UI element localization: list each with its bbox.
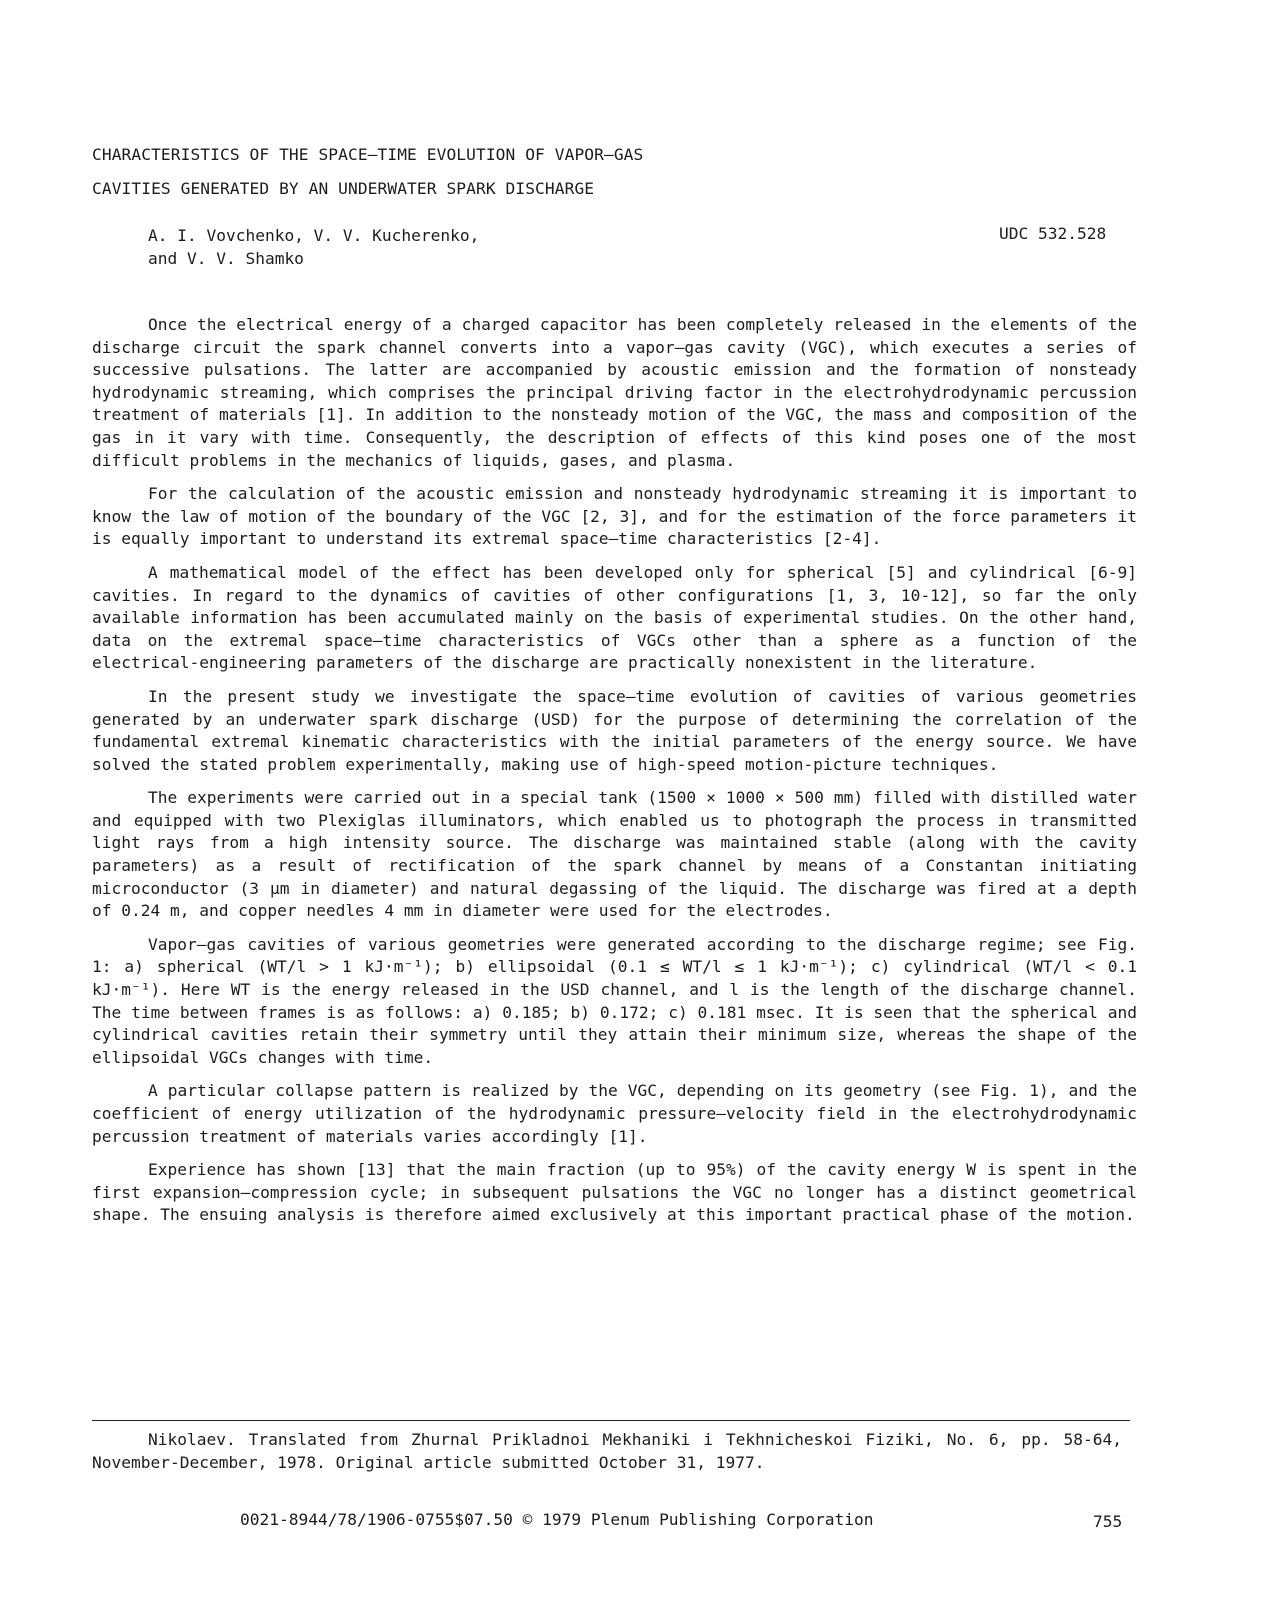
footnote: Nikolaev. Translated from Zhurnal Prikladnoi Mekhaniki i Tekhnicheskoi Fiziki, No. 6, pp. 58-64, November-December, 1978. Original article submitted October 31, 1977. [92, 1430, 1122, 1472]
footnote-divider [92, 1420, 1130, 1421]
article-title-line-2: CAVITIES GENERATED BY AN UNDERWATER SPARK DISCHARGE [92, 179, 595, 198]
authors-line-2: and V. V. Shamko [148, 249, 304, 268]
udc-code: UDC 532.528 [999, 224, 1107, 243]
paragraph-5: The experiments were carried out in a special tank (1500 × 1000 × 500 mm) filled with distilled water and equipped with two Plexiglas illuminators, which enabled us to photograph the process in transmitted light rays from a high intensity source. The discharge was maintained stable (along with the cavity parameters) as a result of rectification of the spark channel by means of a Constantan initiating microconductor (3 μm in diameter) and natural degassing of the liquid. The discharge was fired at a depth of 0.24 m, and copper needles 4 mm in diameter were used for the electrodes. [92, 788, 1137, 921]
paragraph-6: Vapor—gas cavities of various geometries were generated according to the discharge regime; see Fig. 1: a) spherical (WT/l > 1 kJ·m⁻¹); b) ellipsoidal (0.1 ≤ WT/l ≤ 1 kJ·m⁻¹); c) cylindrical (WT/l < 0.1 kJ·m⁻¹). Here WT is the energy released in the USD channel, and l is the length of the discharge channel. The time between frames is as follows: a) 0.185; b) 0.172; c) 0.181 msec. It is seen that the spherical and cylindrical cavities retain their symmetry until they attain their minimum size, whereas the shape of the ellipsoidal VGCs changes with time. [92, 934, 1137, 1067]
paragraph-8: Experience has shown [13] that the main fraction (up to 95%) of the cavity energy W is spent in the first expansion—compression cycle; in subsequent pulsations the VGC no longer has a distinct geometrical shape. The ensuing analysis is therefore aimed exclusively at this important practical phase of the motion. [92, 1160, 1137, 1225]
paragraph-4: In the present study we investigate the space—time evolution of cavities of various geometries generated by an underwater spark discharge (USD) for the purpose of determining the correlation of the fundamental extremal kinematic characteristics with the initial parameters of the energy source. We have solved the stated problem experimentally, making use of high-speed motion-picture techniques. [92, 686, 1137, 774]
authors-line-1: A. I. Vovchenko, V. V. Kucherenko, [148, 226, 480, 245]
paragraph-1: Once the electrical energy of a charged capacitor has been completely released in the elements of the discharge circuit the spark channel converts into a vapor—gas cavity (VGC), which executes a series of successive pulsations. The latter are accompanied by acoustic emission and the formation of nonsteady hydrodynamic streaming, which comprises the principal driving factor in the electrohydrodynamic percussion treatment of materials [1]. In addition to the nonsteady motion of the VGC, the mass and composition of the gas in it vary with time. Consequently, the description of effects of this kind poses one of the most difficult problems in the mechanics of liquids, gases, and plasma. [92, 315, 1137, 470]
article-title-line-1: CHARACTERISTICS OF THE SPACE—TIME EVOLUTION OF VAPOR—GAS [92, 145, 644, 164]
publication-code: 0021-8944/78/1906-0755$07.50 © 1979 Plenum Publishing Corporation [240, 1510, 874, 1529]
paragraph-7: A particular collapse pattern is realized by the VGC, depending on its geometry (see Fig. 1), and the coefficient of energy utilization of the hydrodynamic pressure—velocity field in the electrohydrodynamic percussion treatment of materials varies accordingly [1]. [92, 1081, 1137, 1146]
page-number: 755 [1093, 1512, 1123, 1531]
article-body [92, 314, 1137, 1238]
paragraph-3: A mathematical model of the effect has been developed only for spherical [5] and cylindrical [6-9] cavities. In regard to the dynamics of cavities of other configurations [1, 3, 10-12], so far the only available information has been accumulated mainly on the basis of experimental studies. On the other hand, data on the extremal space—time characteristics of VGCs other than a sphere as a function of the electrical-engineering parameters of the discharge are practically nonexistent in the literature. [92, 562, 1137, 673]
authors [148, 224, 479, 270]
paragraph-2: For the calculation of the acoustic emission and nonsteady hydrodynamic streaming it is important to know the law of motion of the boundary of the VGC [2, 3], and for the estimation of the force parameters it is equally important to understand its extremal space—time characteristics [2-4]. [92, 484, 1137, 549]
